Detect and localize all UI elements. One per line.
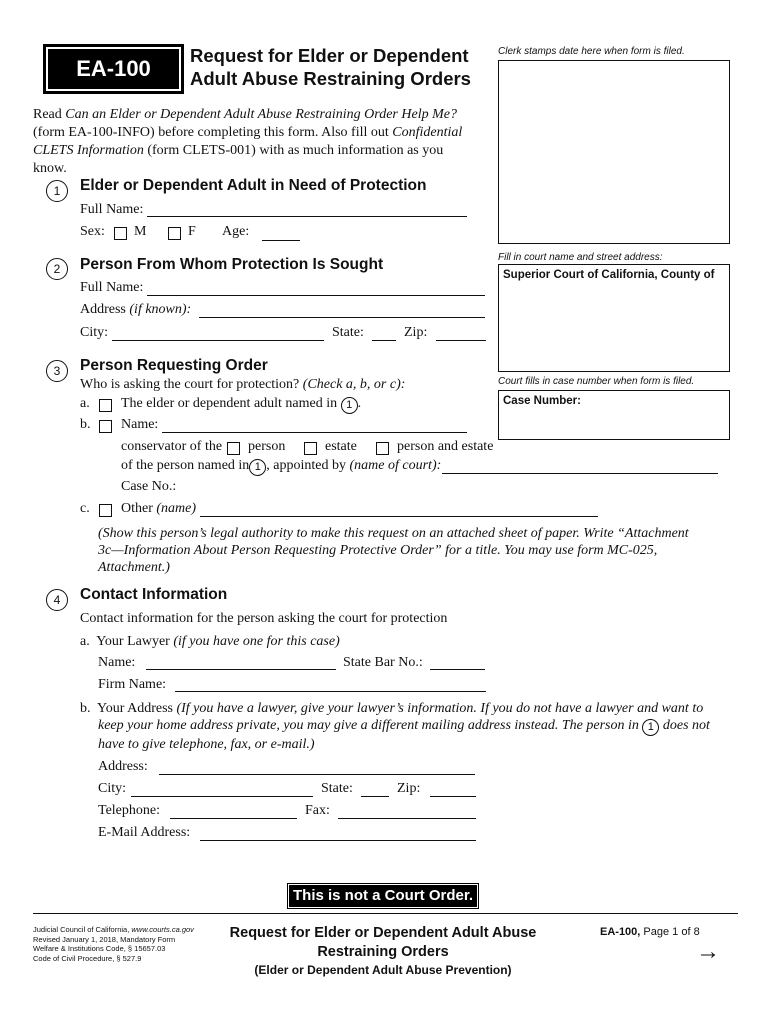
s4-b-ref: 1 <box>642 719 659 736</box>
intro-text: Read Can an Elder or Dependent Adult Abuse Restraining Order Help Me? (form EA-100-INFO) before completing this form. Also fill out Confidential CLETS Information (form CLETS-001) with as much information as you know. <box>33 107 463 176</box>
s3-c-label: c. <box>80 501 90 516</box>
section-2-title: Person From Whom Protection Is Sought <box>80 256 384 273</box>
s3-person-estate-label: person and estate <box>397 439 494 454</box>
s3-other-label: Other (name) <box>121 501 197 516</box>
s3-person-checkbox[interactable] <box>227 442 240 455</box>
s4-fax-label: Fax: <box>305 803 330 818</box>
s3-court-name-field[interactable] <box>442 473 718 474</box>
section-3-number: 3 <box>46 360 68 382</box>
s3-a-checkbox[interactable] <box>99 399 112 412</box>
s3-b-name-field[interactable] <box>162 432 467 433</box>
section-1-number: 1 <box>46 180 68 202</box>
s3-estate-label: estate <box>325 439 357 454</box>
s4-name-field[interactable] <box>146 669 336 670</box>
s3-b-checkbox[interactable] <box>99 420 112 433</box>
case-number-note: Court fills in case number when form is filed. <box>498 376 695 387</box>
footer-page-info: EA-100, Page 1 of 8 <box>600 926 700 938</box>
s3-of-person-ref: 1 <box>249 459 266 476</box>
section-2-number: 2 <box>46 258 68 280</box>
s1-age-field[interactable] <box>262 240 300 241</box>
s2-full-name-field[interactable] <box>147 295 485 296</box>
section-3-title: Person Requesting Order <box>80 357 268 374</box>
s3-case-no-label: Case No.: <box>121 479 177 494</box>
next-page-arrow-icon: → <box>696 938 720 965</box>
s2-address-field[interactable] <box>199 317 485 318</box>
s2-state-label: State: <box>332 325 364 340</box>
s4-state-bar-label: State Bar No.: <box>343 655 423 670</box>
s1-sex-m-label: M <box>134 224 147 239</box>
s4-b-note: keep your home address private, you may give a different mailing address instead. The person in 1 does not have to give telephone, fax, or e-mail.) <box>98 718 710 752</box>
s4-telephone-field[interactable] <box>170 818 297 819</box>
s3-a-label: a. <box>80 396 90 411</box>
s1-sex-m-checkbox[interactable] <box>114 227 127 240</box>
s3-person-estate-checkbox[interactable] <box>376 442 389 455</box>
s1-sex-label: Sex: <box>80 224 105 239</box>
s1-sex-f-checkbox[interactable] <box>168 227 181 240</box>
s4-state-field[interactable] <box>361 796 389 797</box>
s3-a-ref: 1 <box>341 397 358 414</box>
form-title <box>190 44 471 90</box>
s3-b-name-label: Name: <box>121 417 159 432</box>
s4-fax-field[interactable] <box>338 818 476 819</box>
s4-address-label: Address: <box>98 759 148 774</box>
s4-state-label: State: <box>321 781 353 796</box>
s4-email-label: E-Mail Address: <box>98 825 191 840</box>
s4-email-field[interactable] <box>200 840 476 841</box>
form-title-line1: Request for Elder or Dependent <box>190 45 469 66</box>
clerk-stamp-label: Clerk stamps date here when form is filed. <box>498 46 685 57</box>
s3-person-label: person <box>248 439 286 454</box>
section-1-title: Elder or Dependent Adult in Need of Protection <box>80 177 427 194</box>
s2-city-label: City: <box>80 325 109 340</box>
s3-b-label: b. <box>80 417 91 432</box>
s3-c-checkbox[interactable] <box>99 504 112 517</box>
s1-sex-f-label: F <box>188 224 196 239</box>
s4-firm-name-label: Firm Name: <box>98 677 167 692</box>
s4-subtitle: Contact information for the person asking the court for protection <box>80 611 448 626</box>
s4-city-field[interactable] <box>131 796 313 797</box>
s4-zip-label: Zip: <box>397 781 421 796</box>
footer-rule <box>33 913 738 914</box>
s4-city-label: City: <box>98 781 127 796</box>
s4-zip-field[interactable] <box>430 796 476 797</box>
s3-estate-checkbox[interactable] <box>304 442 317 455</box>
court-name-box[interactable] <box>498 264 730 372</box>
s4-address-field[interactable] <box>159 774 475 775</box>
s2-city-field[interactable] <box>112 340 324 341</box>
s4-name-label: Name: <box>98 655 136 670</box>
footer-title: Request for Elder or Dependent Adult Abuse Restraining Orders (Elder or Dependent Adult Abuse Prevention) <box>229 925 537 977</box>
s4-telephone-label: Telephone: <box>98 803 160 818</box>
not-court-order-banner: This is not a Court Order. <box>289 885 477 907</box>
court-name-label: Fill in court name and street address: <box>498 252 663 263</box>
section-4-title: Contact Information <box>80 586 228 603</box>
s2-state-field[interactable] <box>372 340 396 341</box>
case-number-label: Case Number: <box>503 395 581 407</box>
s3-other-field[interactable] <box>200 516 598 517</box>
footer-left: Judicial Council of California, www.courts.ca.gov Revised January 1, 2018, Mandatory Form Welfare & Institutions Code, § 15657.03 Code of Civil Procedure, § 527.9 <box>33 925 194 963</box>
form-id: EA-100 <box>76 56 151 81</box>
s3-of-person: of the person named in 1 , appointed by (name of court): <box>121 458 441 476</box>
s2-zip-label: Zip: <box>404 325 428 340</box>
form-id-badge <box>43 44 184 94</box>
s2-address-label: Address (if known): <box>80 302 192 317</box>
s3-a-text: The elder or dependent adult named in 1 . <box>121 396 361 414</box>
s1-full-name-field[interactable] <box>147 216 467 217</box>
section-4-number: 4 <box>46 589 68 611</box>
s3-conservator-label: conservator of the <box>121 439 223 454</box>
s4-state-bar-field[interactable] <box>430 669 485 670</box>
s2-full-name-label: Full Name: <box>80 280 144 295</box>
s1-age-label: Age: <box>222 224 250 239</box>
s4-b-label: b. Your Address (If you have a lawyer, give your lawyer’s information. If you do not have a lawyer and want to <box>80 701 704 716</box>
case-number-box[interactable] <box>498 390 730 440</box>
s4-firm-name-field[interactable] <box>175 691 486 692</box>
clerk-stamp-box <box>498 60 730 244</box>
court-name: Superior Court of California, County of <box>503 269 715 281</box>
form-title-line2: Adult Abuse Restraining Orders <box>190 68 471 89</box>
s3-question: Who is asking the court for protection? (Check a, b, or c): <box>80 377 406 392</box>
s2-zip-field[interactable] <box>436 340 486 341</box>
s1-full-name-label: Full Name: <box>80 202 144 217</box>
s3-note: (Show this person’s legal authority to make this request on an attached sheet of paper. Write “Attachment 3c—Information About Person Requesting Protective Order” for a title. You may use form MC-025, Attachment.) <box>98 526 689 575</box>
s4-a-label: a. Your Lawyer (if you have one for this case) <box>80 634 340 649</box>
